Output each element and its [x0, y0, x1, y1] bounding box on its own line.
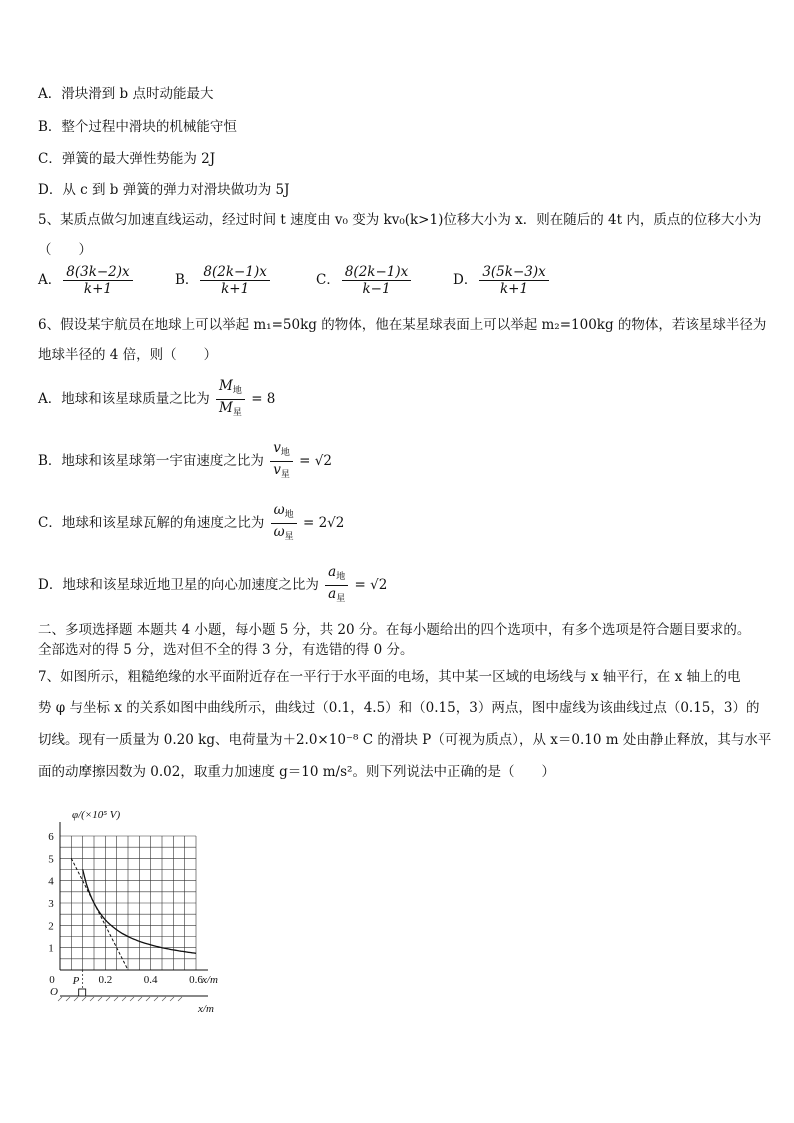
- q6-option-c-value: = 2√2: [302, 515, 345, 531]
- ground-hatch: [90, 997, 94, 1001]
- q5-option-fraction: $\frac{8(3k-2)x}{k+1}$: [63, 264, 132, 297]
- x-tick-label: 0.6: [189, 974, 203, 986]
- y-tick-label: 3: [48, 898, 54, 910]
- ground-hatch: [114, 997, 118, 1001]
- mass-ratio-fraction: $\frac{M_地}{M_星}$: [216, 378, 245, 421]
- q5-paren: （ ）: [38, 242, 92, 258]
- ground-hatch: [122, 997, 126, 1001]
- y-tick-label: 6: [48, 831, 54, 843]
- ground-hatch: [82, 997, 86, 1001]
- block-label: P: [72, 975, 80, 987]
- q6-option-d: [38, 564, 387, 607]
- velocity-ratio-fraction: $\frac{v_地}{v_星}$: [270, 440, 293, 483]
- q6-stem-line1: 6、假设某宇航员在地球上可以举起 m₁=50kg 的物体，他在某星球表面上可以举起 m₂=100kg 的物体，若该星球半径为: [38, 317, 767, 333]
- chart-labels: [48, 809, 218, 986]
- x-tick-label: 0: [49, 974, 55, 986]
- q5-option-b: [175, 264, 272, 297]
- q7-line4: 面的动摩擦因数为 0.02，取重力加速度 g＝10 m/s²。则下列说法中正确的是（ ）: [38, 764, 555, 780]
- q4-option-a: A．滑块滑到 b 点时动能最大: [38, 86, 214, 102]
- ground-hatch: [178, 997, 182, 1001]
- x-tick-label: 0.4: [143, 974, 158, 986]
- q5-option-fraction: $\frac{8(2k-1)x}{k-1}$: [342, 264, 411, 297]
- x-tick-label: 0.2: [98, 974, 113, 986]
- ground-hatch: [146, 997, 150, 1001]
- q4-option-b: B．整个过程中滑块的机械能守恒: [38, 119, 237, 135]
- x-axis-label: x/m: [202, 974, 218, 986]
- ground-hatch: [154, 997, 158, 1001]
- ground-hatch: [74, 997, 78, 1001]
- angular-velocity-ratio-fraction: $\frac{\omega_地}{\omega_星}$: [271, 502, 297, 545]
- ground-hatch: [138, 997, 142, 1001]
- q6-option-b-value: = √2: [299, 453, 332, 469]
- q6-stem-line2: 地球半径的 4 倍，则（ ）: [38, 347, 218, 363]
- q5-option-label: D．: [453, 272, 478, 288]
- q6-option-a-value: = 8: [251, 391, 276, 407]
- q5-option-fraction: $\frac{8(2k-1)x}{k+1}$: [200, 264, 269, 297]
- q5-option-d: [453, 264, 551, 297]
- q6-option-c: [38, 502, 344, 545]
- q5-option-a: [38, 264, 135, 297]
- ground-hatch: [106, 997, 110, 1001]
- ground-hatch: [130, 997, 134, 1001]
- ground-hatch: [66, 997, 70, 1001]
- origin-label: O: [50, 986, 58, 998]
- q4-option-c: C．弹簧的最大弹性势能为 2J: [38, 151, 216, 167]
- q6-option-c-text: C．地球和该星球瓦解的角速度之比为: [38, 515, 265, 531]
- q5-option-label: B．: [175, 272, 199, 288]
- ground-hatch: [98, 997, 102, 1001]
- potential-graph: [40, 798, 270, 1023]
- q6-option-b-text: B．地球和该星球第一宇宙速度之比为: [38, 453, 264, 469]
- y-tick-label: 2: [48, 920, 54, 933]
- q5-option-label: A．: [38, 272, 62, 288]
- ground-hatch: [58, 997, 62, 1001]
- acceleration-ratio-fraction: $\frac{a_地}{a_星}$: [325, 564, 348, 607]
- q7-line2: 势 φ 与坐标 x 的关系如图中曲线所示，曲线过（0.1，4.5）和（0.15，3）两点，图中虚线为该曲线过点（0.15，3）的: [38, 700, 760, 716]
- y-tick-label: 1: [48, 942, 54, 955]
- q6-option-d-value: = √2: [354, 577, 388, 593]
- q5-option-fraction: $\frac{3(5k-3)x}{k+1}$: [479, 264, 548, 297]
- q5-stem: 5、某质点做匀加速直线运动，经过时间 t 速度由 v₀ 变为 kv₀(k>1)位移大小为 x．则在随后的 4t 内，质点的位移大小为: [38, 212, 762, 228]
- q6-option-a: [38, 378, 275, 421]
- q6-option-a-text: A．地球和该星球质量之比为: [38, 391, 210, 407]
- section2-line2: 全部选对的得 5 分，选对但不全的得 3 分，有选错的得 0 分。: [38, 642, 414, 658]
- y-tick-label: 4: [48, 875, 54, 888]
- q5-option-c: [316, 264, 413, 297]
- q5-option-label: C．: [316, 272, 340, 288]
- slider-block: [79, 989, 86, 996]
- section2-line1: 二、多项选择题 本题共 4 小题，每小题 5 分，共 20 分。在每小题给出的四个选项中，有多个选项是符合题目要求的。: [38, 622, 751, 638]
- y-tick-label: 5: [48, 853, 54, 866]
- q7-line1: 7、如图所示，粗糙绝缘的水平面附近存在一平行于水平面的电场，其中某一区域的电场线与 x 轴平行，在 x 轴上的电: [38, 669, 741, 685]
- q4-option-d: D．从 c 到 b 弹簧的弹力对滑块做功为 5J: [38, 182, 290, 198]
- y-axis-label: φ/(×10⁵ V): [72, 809, 121, 821]
- q6-option-d-text: D．地球和该星球近地卫星的向心加速度之比为: [38, 577, 319, 593]
- ground-hatch: [170, 997, 174, 1001]
- ground-hatch: [162, 997, 166, 1001]
- q6-option-b: [38, 440, 332, 483]
- q7-line3: 切线。现有一质量为 0.20 kg、电荷量为＋2.0×10⁻⁸ C 的滑块 P（可视为质点），从 x＝0.10 m 处由静止释放，其与水平: [38, 732, 772, 748]
- lower-axis-label: x/m: [198, 1003, 214, 1015]
